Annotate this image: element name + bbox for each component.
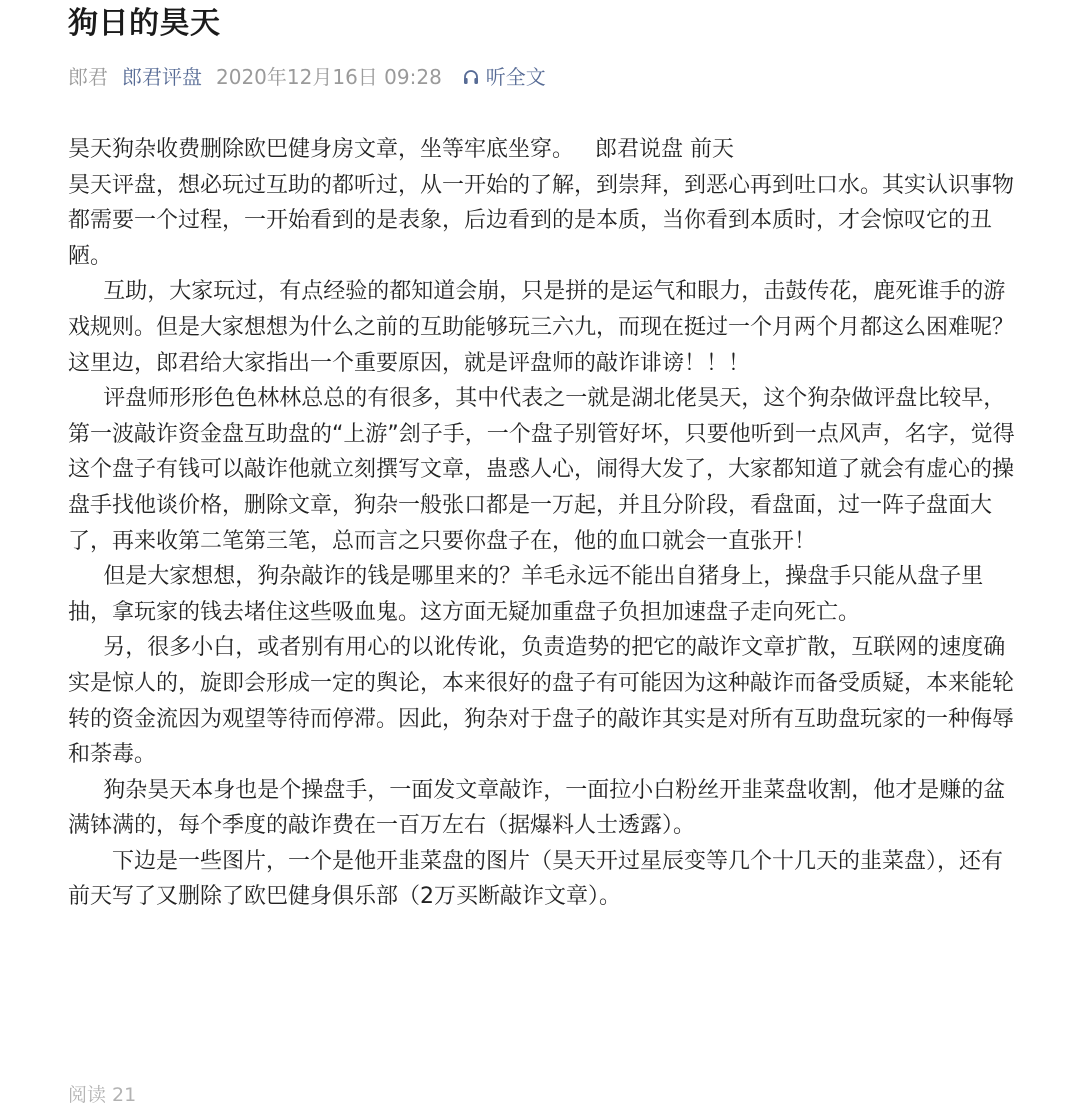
paragraph: 互助，大家玩过，有点经验的都知道会崩，只是拼的是运气和眼力，击鼓传花，鹿死谁手的游戏规则。但是大家想想为什么之前的互助能够玩三六九，而现在挺过一个月两个月都这么困难呢？这里边，郎君给大家指出一个重要原因，就是评盘师的敲诈诽谤！！！ <box>68 279 1015 376</box>
paragraph: 但是大家想想，狗杂敲诈的钱是哪里来的？羊毛永远不能出自猪身上，操盘手只能从盘子里抽，拿玩家的钱去堵住这些吸血鬼。这方面无疑加重盘子负担加速盘子走向死亡。 <box>68 564 984 625</box>
listen-label: 听全文 <box>485 65 546 89</box>
read-count: 阅读 21 <box>68 1084 137 1106</box>
account-link[interactable]: 郎君评盘 <box>122 65 202 89</box>
article <box>68 0 1018 915</box>
author-name: 郎君 <box>68 65 108 89</box>
paragraph: 下边是一些图片，一个是他开韭菜盘的图片（昊天开过星辰变等几个十几天的韭菜盘），还有前天写了又删除了欧巴健身俱乐部（2万买断敲诈文章）。 <box>68 848 1004 910</box>
article-meta <box>68 62 1018 92</box>
paragraph: 评盘师形形色色林林总总的有很多，其中代表之一就是湖北佬昊天，这个狗杂做评盘比较早，第一波敲诈资金盘互助盘的“上游”刽子手，一个盘子别管好坏，只要他听到一点风声，名字，觉得这个盘子有钱可以敲诈他就立刻撰写文章，蛊惑人心，闹得大发了，大家都知道了就会有虚心的操盘手找他谈价格，删除文章，狗杂一般张口都是一万起，并且分阶段，看盘面，过一阵子盘面大了，再来收第二笔第三笔，总而言之只要你盘子在，他的血口就会一直张开！ <box>68 386 1015 554</box>
paragraph-subtitle: 昊天狗杂收费删除欧巴健身房文章，坐等牢底坐穿。 郎君说盘 前天 <box>68 137 734 162</box>
headphones-icon <box>462 68 480 86</box>
paragraph: 昊天评盘，想必玩过互助的都听过，从一开始的了解，到崇拜，到恶心再到吐口水。其实认识事物都需要一个过程，一开始看到的是表象，后边看到的是本质，当你看到本质时，才会惊叹它的丑陋。 <box>68 172 1015 269</box>
article-title: 狗日的昊天 <box>68 6 221 41</box>
paragraph: 另，很多小白，或者别有用心的以讹传讹，负责造势的把它的敲诈文章扩散，互联网的速度确实是惊人的，旋即会形成一定的舆论，本来很好的盘子有可能因为这种敲诈而备受质疑，本来能轮转的资金流因为观望等待而停滞。因此，狗杂对于盘子的敲诈其实是对所有互助盘玩家的一种侮辱和荼毒。 <box>68 635 1015 768</box>
paragraph: 狗杂昊天本身也是个操盘手，一面发文章敲诈，一面拉小白粉丝开韭菜盘收割，他才是赚的盆满钵满的，每个季度的敲诈费在一百万左右（据爆料人士透露）。 <box>68 777 1006 839</box>
listen-button[interactable] <box>462 62 546 92</box>
article-body <box>68 132 1018 915</box>
publish-date: 2020年12月16日 09:28 <box>216 65 442 89</box>
